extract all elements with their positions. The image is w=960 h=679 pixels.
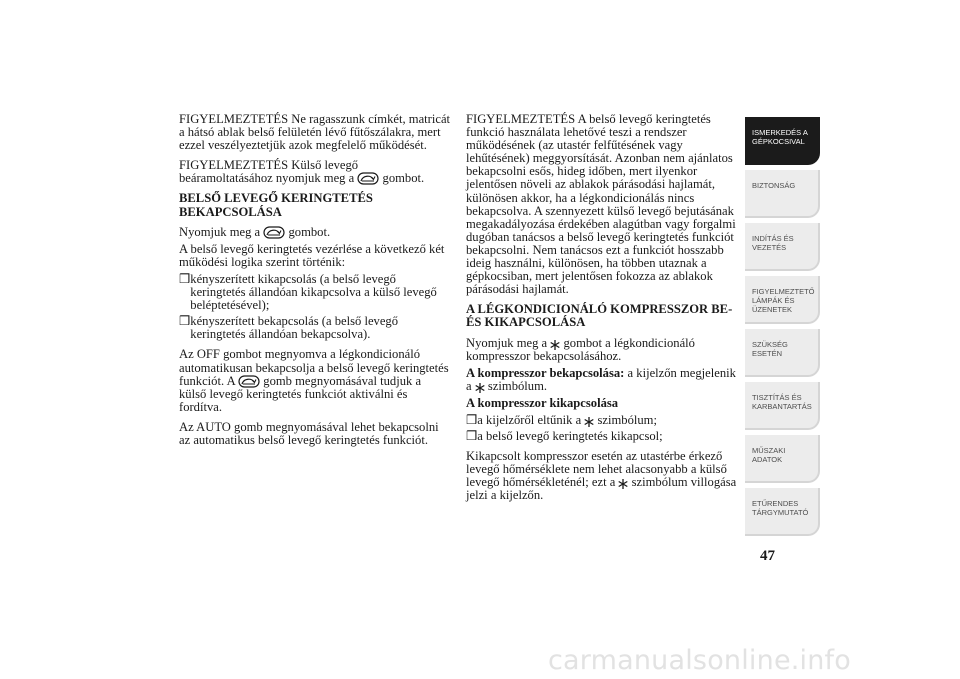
recirculation-icon	[357, 172, 379, 185]
right-column	[466, 113, 742, 510]
sidebar-tab-muszaki[interactable]: MŰSZAKI ADATOK	[745, 435, 820, 483]
sidebar-tab-tisztitas[interactable]: TISZTÍTÁS ÉS KARBANTARTÁS	[745, 382, 820, 430]
page-number: 47	[760, 548, 775, 564]
list-item-text: a belső levegő keringtetés kikapcsol;	[477, 429, 663, 444]
warning-paragraph: FIGYELMEZTETÉS A belső levegő keringtetés funkció használata lehetővé teszi a rendszer működésének (az utastér felfűtésének vagy lehűtésének) meggyorsítását. Azonban nem ajánlatos bekapcsolni esős, hideg időben, mert ilyenkor jelentősen növeli az ablakok párásodási hajlamát, különösen akkor, ha a légkondicionálás nincs bekapcsolva. A szennyezett külső levegő bejutásának megakadályozása érdekében alagútban vagy forgalmi dugóban tanácsos a belső levegő keringtetés funkciót bekapcsolni. Nem tanácsos ezt a funkciót hosszabb ideig használni, különösen, ha többen utaznak a gépkocsiban, mert jelentősen fokozza az ablakok párásodási hajlamát.	[466, 112, 736, 297]
text-span: gombot.	[288, 224, 331, 239]
text-span: FIGYELMEZTETÉS Külső levegő beáramoltatásához nyomjuk meg a	[179, 158, 359, 186]
text-span: szimbólum villogása jelzi a kijelzőn.	[466, 475, 737, 503]
snowflake-icon	[584, 417, 594, 427]
body-paragraph	[466, 337, 742, 363]
text-span: a kijelzőről eltűnik a	[477, 412, 582, 427]
list-item	[466, 430, 742, 443]
list-item-text: kényszerített kikapcsolás (a belső levegő keringtetés állandóan kikapcsolva a külső levegő beléptetésével);	[190, 271, 437, 313]
warning-paragraph: FIGYELMEZTETÉS Ne ragasszunk címkét, matricát a hátsó ablak belső felületén lévő fűtőszálakra, mert ezzel veszélyeztetjük azok megfelelő működését.	[179, 112, 451, 153]
body-paragraph	[179, 348, 451, 413]
text-span: szimbólum;	[597, 412, 657, 427]
sidebar-tab-szukseg[interactable]: SZÜKSÉG ESETÉN	[745, 329, 820, 377]
bullet-mark: ❒	[466, 429, 478, 444]
subheading: A kompresszor kikapcsolása	[466, 395, 619, 410]
snowflake-icon	[618, 479, 628, 489]
text-span: gomb megnyomásával tudjuk a külső levegő keringtetés funkciót aktiválni és fordítva.	[179, 373, 422, 414]
text-span: gombot a légkondicionáló kompresszor bekapcsolásához.	[466, 335, 695, 363]
warning-paragraph	[179, 159, 451, 185]
snowflake-icon	[475, 383, 485, 393]
watermark: carmanualsonline.info	[548, 645, 851, 676]
body-paragraph	[179, 226, 451, 239]
sidebar-tab-inditas[interactable]: INDÍTÁS ÉS VEZETÉS	[745, 223, 820, 271]
text-span: Nyomjuk meg a	[466, 335, 548, 350]
text-span: gombot.	[382, 171, 425, 186]
section-heading: BELSŐ LEVEGŐ KERINGTETÉS BEKAPCSOLÁSA	[179, 191, 373, 219]
list-item	[179, 273, 451, 312]
section-heading: A LÉGKONDICIONÁLÓ KOMPRESSZOR BE- ÉS KIKAPCSOLÁSA	[466, 302, 733, 330]
body-paragraph	[466, 367, 742, 393]
body-paragraph	[466, 450, 742, 502]
recirculation-icon	[238, 375, 260, 388]
list-item-text: kényszerített bekapcsolás (a belső levegő keringtetés állandóan bekapcsolva).	[190, 314, 399, 342]
sidebar-tab-figyelmezteto[interactable]: FIGYELMEZTETŐ LÁMPÁK ÉS ÜZENETEK	[745, 276, 820, 324]
sidebar-tab-targymutato[interactable]: ETŰRENDES TÁRGYMUTATÓ	[745, 488, 820, 536]
body-paragraph: Az AUTO gomb megnyomásával lehet bekapcsolni az automatikus belső levegő keringtetés funkciót.	[179, 419, 439, 447]
recirculation-icon	[263, 226, 285, 239]
sidebar-tab-biztonsag[interactable]: BIZTONSÁG	[745, 170, 820, 218]
text-span: szimbólum.	[487, 378, 548, 393]
text-span: Kikapcsolt kompresszor esetén az utastérbe érkező levegő hőmérséklete nem lehet alacsonyabb a külső levegő hőmérsékleténél; ezt a	[466, 449, 727, 490]
text-span: Az OFF gombot megnyomva a légkondicionáló automatikusan bekapcsolja a belső levegő keringtetés funkciót. A	[179, 347, 449, 388]
list-item	[179, 315, 451, 341]
list-item-text	[477, 414, 742, 427]
text-span: a kijelzőn megjelenik a	[466, 365, 736, 393]
bold-label: A kompresszor bekapcsolása:	[466, 365, 625, 380]
text-span: Nyomjuk meg a	[179, 224, 261, 239]
left-column	[179, 113, 451, 454]
chapter-sidebar	[745, 117, 820, 541]
bullet-mark: ❒	[466, 412, 478, 427]
list-item	[466, 414, 742, 427]
bullet-mark: ❒	[179, 314, 191, 329]
body-paragraph: A belső levegő keringtetés vezérlése a következő két működési logika szerint történik:	[179, 241, 445, 269]
sidebar-tab-ismerkedes[interactable]: ISMERKEDÉS A GÉPKOCSIVAL	[745, 117, 820, 165]
bullet-mark: ❒	[179, 271, 191, 286]
